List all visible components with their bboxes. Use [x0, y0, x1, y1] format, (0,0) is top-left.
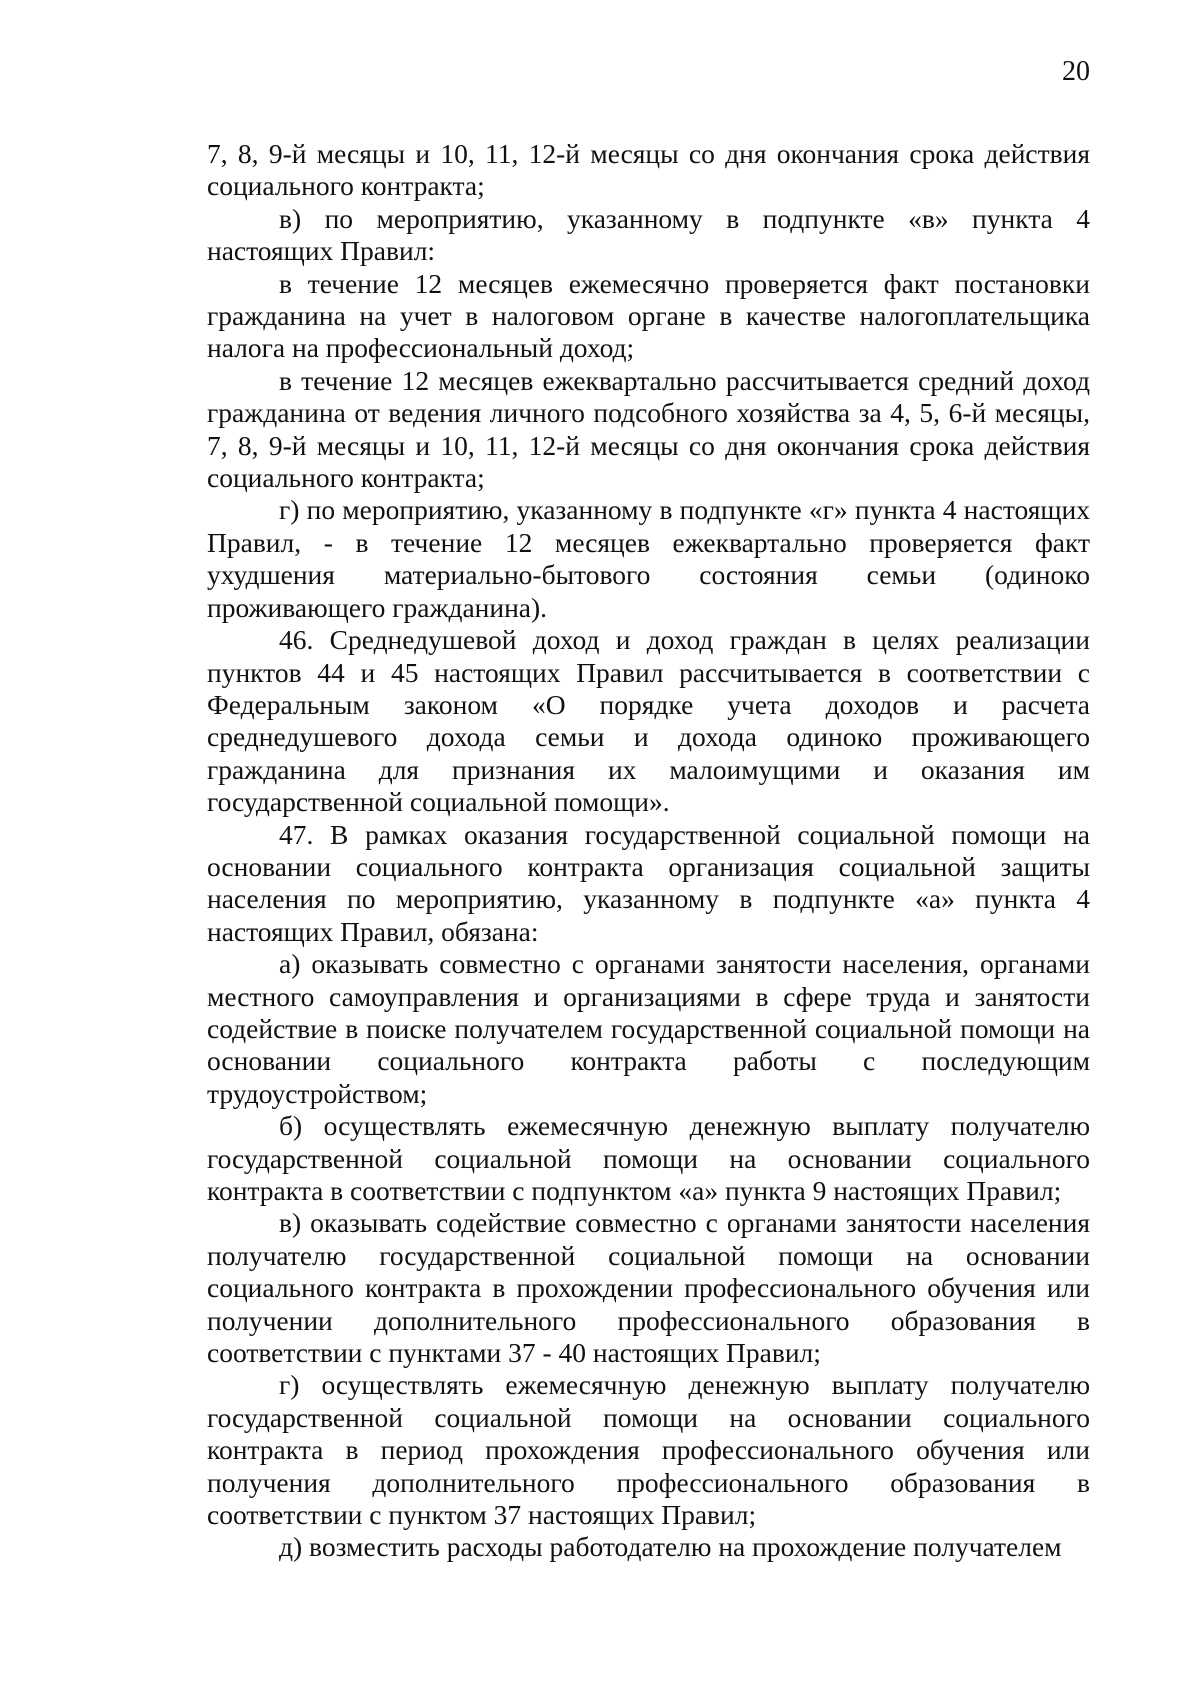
paragraph: в течение 12 месяцев ежемесячно проверяется факт постановки гражданина на учет в налоговом органе в качестве налогоплательщика налога на профессиональный доход;	[207, 267, 1090, 364]
paragraph: в течение 12 месяцев ежеквартально рассчитывается средний доход гражданина от ведения личного подсобного хозяйства за 4, 5, 6-й месяцы, 7, 8, 9-й месяцы и 10, 11, 12-й месяцы со дня окончания срока действия социального контракта;	[207, 364, 1090, 494]
paragraph: 7, 8, 9-й месяцы и 10, 11, 12-й месяцы со дня окончания срока действия социального контракта;	[207, 138, 1090, 202]
paragraph: г) осуществлять ежемесячную денежную выплату получателю государственной социальной помощи на основании социального контракта в период прохождения профессионального обучения или получения дополнительного профессионального образования в соответствии с пунктом 37 настоящих Правил;	[207, 1369, 1090, 1531]
paragraph-item-47: 47. В рамках оказания государственной социальной помощи на основании социального контракта организация социальной защиты населения по мероприятию, указанному в подпункте «а» пункта 4 настоящих Правил, обязана:	[207, 818, 1090, 947]
paragraph: в) по мероприятию, указанному в подпункте «в» пункта 4 настоящих Правил:	[207, 202, 1090, 267]
paragraph: г) по мероприятию, указанному в подпункте «г» пункта 4 настоящих Правил, - в течение 12 месяцев ежеквартально проверяется факт ухудшения материально-бытового состояния семьи (одиноко проживающего гражданина).	[207, 494, 1090, 623]
paragraph-item-46: 46. Среднедушевой доход и доход граждан в целях реализации пунктов 44 и 45 настоящих Правил рассчитывается в соответствии с Федеральным законом «О порядке учета доходов и расчета среднедушевого дохода семьи и дохода одиноко проживающего гражданина для признания их малоимущими и оказания им государственной социальной помощи».	[207, 624, 1090, 818]
paragraph: а) оказывать совместно с органами занятости населения, органами местного самоуправления и организациями в сфере труда и занятости содействие в поиске получателем государственной социальной помощи на основании социального контракта работы с последующим трудоустройством;	[207, 948, 1090, 1109]
paragraph: в) оказывать содействие совместно с органами занятости населения получателю государственной социальной помощи на основании социального контракта в прохождении профессионального обучения или получении дополнительного профессионального образования в соответствии с пунктами 37 - 40 настоящих Правил;	[207, 1207, 1090, 1369]
paragraph: д) возместить расходы работодателю на прохождение получателем	[279, 1531, 1062, 1563]
document-body	[207, 138, 1090, 1564]
page-number: 20	[1062, 56, 1090, 87]
paragraph: б) осуществлять ежемесячную денежную выплату получателю государственной социальной помощи на основании социального контракта в соответствии с подпунктом «а» пункта 9 настоящих Правил;	[207, 1110, 1090, 1206]
